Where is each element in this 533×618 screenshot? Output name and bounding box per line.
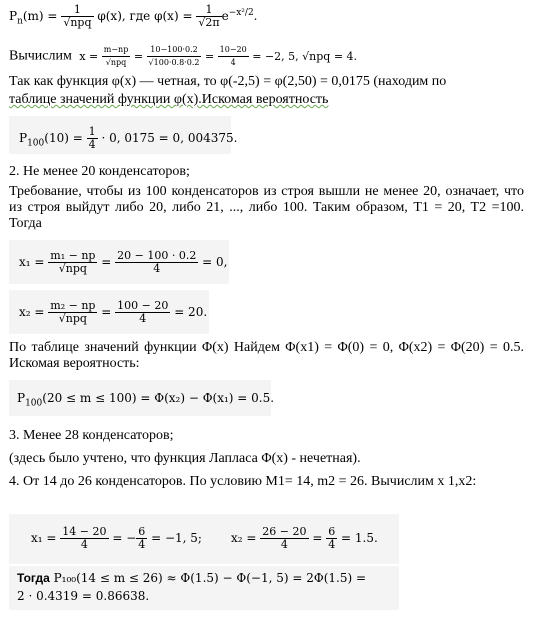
compute-f1-num: m−np [102, 44, 131, 57]
x2-calc-lhs: x₂ = [231, 531, 257, 545]
x1x2-formula-block [9, 514, 399, 564]
p100-10-formula [19, 126, 237, 151]
x1-calc-f1 [60, 526, 108, 551]
item2: 2. Не менее 20 конденсаторов; [9, 164, 190, 179]
paragraph3: По таблице значений функции Φ(x) Найдем Φ(x1) = Φ(0) = 0, Φ(x2) = Φ(20) = 0.5. Искомая вероятность: [9, 340, 524, 371]
compute-x-eq: x = [79, 49, 99, 63]
p100-range-expr: (20 ≤ m ≤ 100) = Φ(x₂) − Φ(x₁) = 0.5. [42, 391, 275, 405]
x2-calc-num: 26 − 20 [262, 525, 307, 538]
x1-calc-f2 [136, 526, 147, 551]
final-formula-block [9, 566, 399, 610]
phi-coef [196, 4, 221, 29]
p100-10-formula-block [9, 116, 238, 154]
paragraph1-line1: Так как функция φ(x) — четная, то φ(-2,5) = φ(2,50) = 0,0175 (находим по [9, 74, 447, 89]
pn-tail: . [253, 9, 258, 23]
p100-10-arg: (10) = [44, 131, 83, 145]
x1-f1-num: m₁ − np [50, 249, 96, 262]
paragraph1-line2-text: таблице значений функции φ(x).Искомая вероятность [9, 92, 329, 107]
x2-lhs: x₂ = [19, 305, 45, 319]
compute-f2-den: √100·0.8·0.2 [148, 58, 200, 67]
x1-formula-block [9, 240, 229, 284]
compute-result: = −2, 5, √npq = 4. [252, 49, 358, 63]
x1-formula: x₁ = $\frac{\text{m₁ − np}}{\text{√npq}}$ = $\frac{20 - 100 \cdot 0.2}{4}$ = 0, [19, 249, 228, 275]
x2-calc-f1 [260, 526, 308, 551]
compute-f3-den: 4 [230, 58, 236, 67]
x2-f2-num: 100 − 20 [117, 299, 169, 312]
x1-f1 [48, 250, 97, 275]
pn-coef-den: √npq [63, 16, 92, 29]
x1-f2-den: 4 [153, 262, 161, 275]
x1-lhs: x₁ = [19, 255, 45, 269]
pn-coef [61, 4, 93, 29]
paragraph1-line2 [9, 92, 328, 108]
phi-exp-base: e [221, 9, 229, 23]
phi-exp-power: −x²/2 [228, 8, 254, 18]
x1-calc-den2: 4 [138, 538, 146, 551]
x1-result: = 0, [202, 255, 228, 269]
compute-f1 [102, 44, 131, 69]
p100-10-lhs: P [19, 131, 28, 145]
x1-f1-den: √npq [58, 262, 87, 275]
p100-10-sub: 100 [27, 138, 45, 149]
compute-f3 [218, 44, 249, 69]
x1-f2 [115, 250, 198, 275]
pn-sub: n [17, 16, 23, 27]
p100-range-formula [17, 391, 274, 408]
x2-calc-f2 [326, 526, 337, 551]
final-line1-expr: P₁₀₀(14 ≤ m ≤ 26) ≈ Φ(1.5) − Φ(−1, 5) = 2Φ(1.5) = [53, 571, 367, 585]
final-line1 [17, 571, 366, 585]
x1-calc-den: 4 [80, 538, 88, 551]
x2-f1-den: √npq [58, 312, 87, 325]
x2-calc-res: = 1.5. [341, 531, 378, 545]
compute-f2-num: 10−100·0.2 [147, 44, 202, 57]
x2-f2 [115, 300, 170, 325]
x2-calc-den: 4 [280, 538, 288, 551]
x2-f2-den: 4 [139, 312, 147, 325]
pn-coef-num: 1 [61, 4, 93, 17]
phi-coef-den: √2π [198, 16, 220, 29]
item3: 3. Менее 28 конденсаторов; [9, 428, 174, 443]
p100-range-sub: 100 [25, 398, 43, 409]
pn-formula [9, 4, 258, 29]
x1-calc-mid: = − [112, 531, 137, 545]
p100-10-num: 1 [88, 125, 96, 138]
x1-calc-res: = −1, 5; [151, 531, 202, 545]
x2-f1 [48, 300, 97, 325]
x2-calc-mid: = [312, 531, 323, 545]
p100-10-frac [87, 126, 98, 151]
x1-f2-num: 20 − 100 · 0.2 [117, 249, 197, 262]
laplace-note: (здесь было учтено, что функция Лапласа Φ(x) - нечетная). [9, 451, 361, 466]
final-line2: 2 · 0.4319 = 0.86638. [17, 589, 150, 603]
p100-range-lhs: P [17, 391, 26, 405]
p100-10-den: 4 [88, 138, 96, 151]
x2-formula-block [9, 290, 209, 334]
paragraph2: Требование, чтобы из 100 конденсаторов из строя вышли не менее 20, означает, что из строя выйдут либо 20, либо 21, ..., либо 100. Таким образом, T1 = 20, T2 =100. Тогда [9, 184, 524, 231]
x1-calc-num2: 6 [138, 525, 146, 538]
p100-10-rest: · 0, 0175 = 0, 004375. [101, 131, 238, 145]
x2-formula: x₂ = $\frac{\text{m₂ − np}}{\text{√npq}}$ = $\frac{100 - 20}{4}$ = 20. [19, 299, 208, 325]
pn-lhs: P [9, 9, 18, 23]
x2-calc [231, 526, 378, 551]
x1-calc-lhs: x₁ = [31, 531, 57, 545]
x2-f1-num: m₂ − np [50, 299, 96, 312]
compute-line [9, 44, 357, 69]
compute-prefix: Вычислим [9, 48, 72, 64]
compute-formula: x = $\frac{m-np}{\text{√npq}}$ = $\frac{10-100\cdot 0.2}{√100\cdot 0.8\cdot 0.2}$ = $\frac{10-20}{4}$ = −2, 5, √npq = 4. [79, 45, 358, 67]
x2-result: = 20. [174, 305, 208, 319]
compute-f2 [147, 44, 202, 69]
item4: 4. От 14 до 26 конденсаторов. По условию M1= 14, m2 = 26. Вычислим x 1,x2: [9, 474, 477, 489]
compute-f3-num: 10−20 [218, 44, 249, 57]
x1-calc [31, 526, 202, 551]
x1-calc-num: 14 − 20 [62, 525, 107, 538]
pn-rhs: φ(x), где φ(x) = [97, 9, 193, 23]
final-prefix: Тогда [17, 571, 50, 585]
pn-arg: (m) = [22, 9, 58, 23]
p100-range-formula-block [9, 380, 275, 416]
x2-calc-num2: 6 [328, 525, 336, 538]
x2-calc-den2: 4 [328, 538, 336, 551]
phi-coef-num: 1 [196, 4, 221, 17]
compute-f1-den: √npq [105, 58, 127, 67]
